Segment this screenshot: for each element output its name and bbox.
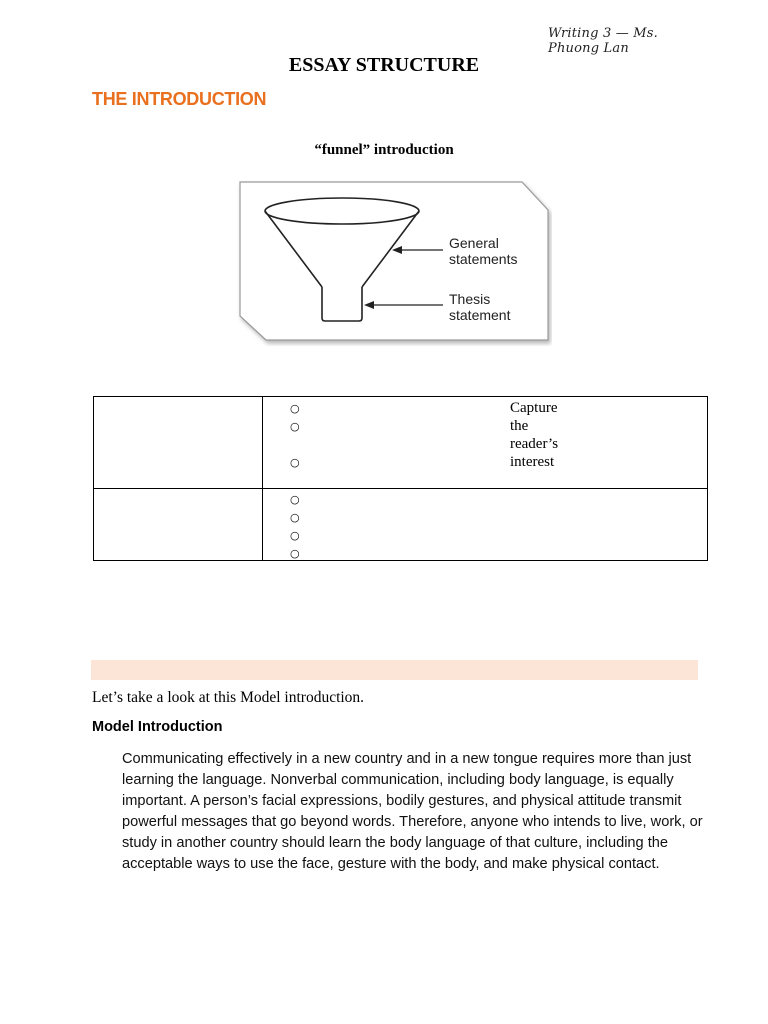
circle-bullet-icon: ○: [290, 493, 300, 506]
table-row-divider: [94, 488, 707, 489]
intro-table: [93, 396, 708, 561]
lead-text: Let’s take a look at this Model introduction.: [92, 689, 365, 706]
label-general-line1: General: [449, 235, 499, 251]
circle-bullet-icon: ○: [290, 420, 300, 433]
table-row2-bullet: [290, 512, 300, 523]
circle-bullet-icon: ○: [290, 402, 300, 415]
bullet-text: Capture the reader’s interest: [510, 400, 559, 470]
table-row1-bullet: [290, 400, 559, 470]
funnel-diagram: [236, 180, 552, 346]
table-row1-bullet: [290, 421, 300, 432]
table-row2-bullet: [290, 530, 300, 541]
table-row2-bullet: [290, 494, 300, 505]
table-row1-bullet: [290, 457, 300, 468]
circle-bullet-icon: ○: [290, 547, 300, 560]
shaded-bar: [91, 660, 698, 680]
table-row2-bullet: [290, 548, 300, 559]
document-title: ESSAY STRUCTURE: [288, 54, 480, 76]
circle-bullet-icon: ○: [290, 456, 300, 469]
figure-caption: “funnel” introduction: [314, 142, 454, 158]
circle-bullet-icon: ○: [290, 529, 300, 542]
section-heading: THE INTRODUCTION: [92, 89, 267, 109]
label-thesis-line2: statement: [449, 307, 511, 323]
label-thesis-line1: Thesis: [449, 291, 491, 307]
model-introduction-paragraph: Communicating effectively in a new country and in a new tongue requires more than just learning the language. Nonverbal communication, including body language, is equally important. A person’s facial expressions, bodily gestures, and physical attitude transmit powerful messages that go beyond words. Therefore, anyone who intends to live, work, or study in another country should learn the body language of that culture, including the acceptable ways to use the face, gesture with the body, and make physical contact.: [122, 751, 703, 872]
label-general-line2: statements: [449, 251, 518, 267]
table-column-divider: [262, 397, 263, 560]
circle-bullet-icon: ○: [290, 511, 300, 524]
header-note: Writing 3 — Ms. Phuong Lan: [548, 26, 659, 56]
model-introduction-heading: Model Introduction: [92, 719, 223, 735]
